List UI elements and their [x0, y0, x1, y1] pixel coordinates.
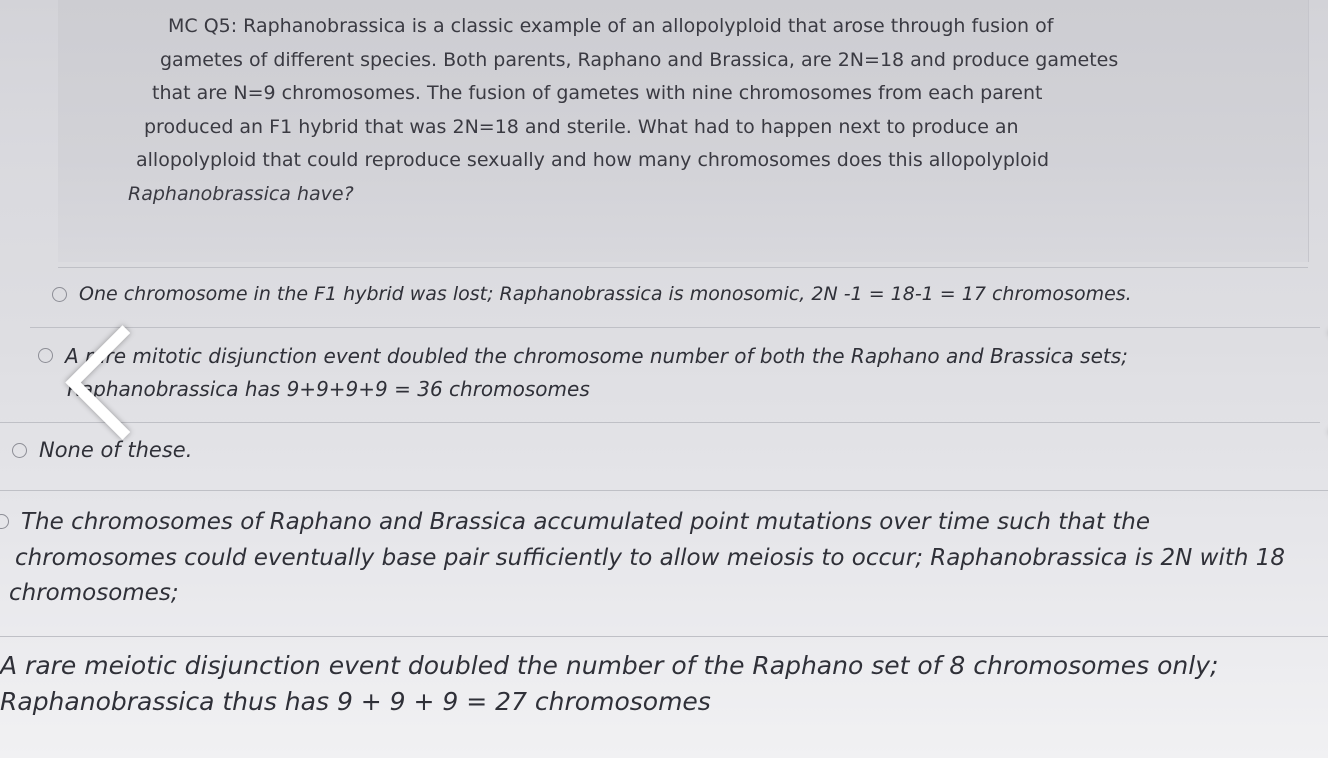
answer-option-5[interactable] [0, 648, 1320, 720]
answer-option-1[interactable] [52, 280, 1132, 308]
answer-text: A rare meiotic disjunction event doubled the number of the Raphano set of 8 chromosomes only; Raphanobrassica thus has 9 + 9 + 9 = 27 chromosomes [0, 651, 1219, 716]
radio-button[interactable] [0, 514, 9, 529]
question-line: Raphanobrassica have? [128, 182, 354, 205]
question-panel [58, 0, 1309, 262]
question-text [128, 10, 1278, 211]
divider [0, 636, 1328, 637]
question-line: produced an F1 hybrid that was 2N=18 and sterile. What had to happen next to produce an [144, 115, 1019, 138]
radio-button[interactable] [38, 348, 53, 363]
answer-text: A rare mitotic disjunction event doubled the chromosome number of both the Raphano and Brassica sets; Raphanobrassica has 9+9+9+9 = 36 chromosomes [65, 344, 1128, 401]
divider [0, 490, 1328, 491]
answer-text: The chromosomes of Raphano and Brassica accumulated point mutations over time such that the chromosomes could eventually base pair sufficiently to allow meiosis to occur; Raphanobrassica is 2N with 18 chromosomes; [9, 509, 1286, 606]
answer-option-3[interactable] [12, 435, 192, 465]
radio-button[interactable] [52, 287, 67, 302]
question-line: allopolyploid that could reproduce sexually and how many chromosomes does this allopolyploid [136, 149, 1050, 171]
answer-text: None of these. [39, 438, 193, 462]
question-line: MC Q5: Raphanobrassica is a classic example of an allopolyploid that arose through fusion of [168, 15, 1054, 37]
divider [0, 422, 1320, 423]
question-line: that are N=9 chromosomes. The fusion of gametes with nine chromosomes from each parent [152, 82, 1043, 104]
radio-button[interactable] [12, 443, 27, 458]
divider [58, 267, 1308, 268]
answer-option-4[interactable] [0, 505, 1320, 612]
answer-text: One chromosome in the F1 hybrid was lost; Raphanobrassica is monosomic, 2N -1 = 18-1 = 17 chromosomes. [79, 283, 1132, 305]
divider [30, 327, 1320, 328]
question-line: gametes of different species. Both parents, Raphano and Brassica, are 2N=18 and produce gametes [160, 48, 1119, 71]
answer-option-2[interactable] [38, 340, 1268, 406]
